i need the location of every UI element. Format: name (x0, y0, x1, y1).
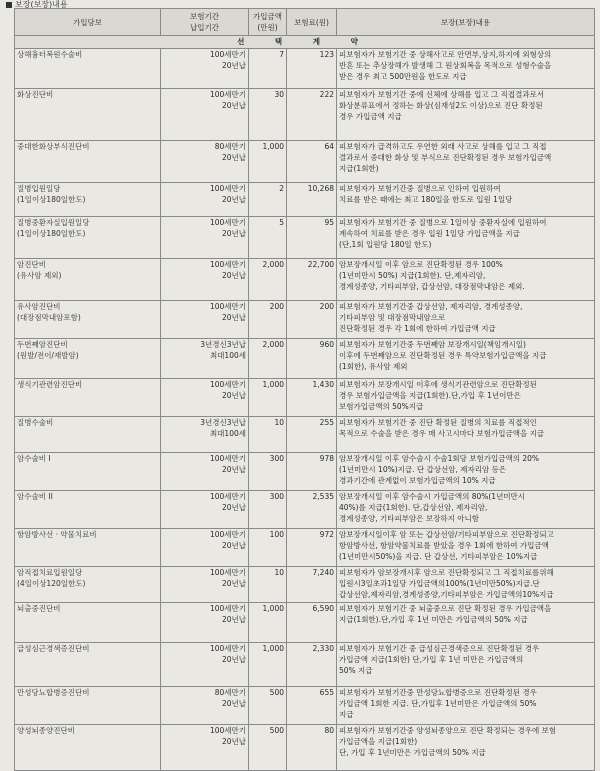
period-cell (161, 217, 249, 259)
table-row (15, 259, 595, 301)
premium-cell: 255 (287, 417, 337, 453)
description-line: 지급(1회한) (339, 164, 379, 173)
description-line: 경계성종양, 기타피부암은 보장하지 아니함 (339, 514, 479, 523)
coverage-name: (유사암 제외) (17, 271, 62, 280)
amount-cell: 300 (249, 491, 287, 529)
description-line: 피보험자가 보험기간 중 급성심근경색증으로 진단확정된 경우 (339, 644, 540, 653)
description-line: (단,1회 입원당 180일 한도) (339, 240, 432, 249)
description-line: 경우 가입금액 지급 (339, 112, 402, 121)
description-line: 피보험자가 보험기간중 양성뇌종양으로 진단 확정되는 경우에 보험 (339, 726, 557, 735)
period-cell (161, 491, 249, 529)
amount-cell: 1,000 (249, 379, 287, 417)
description-line: 반흔 또는 추상장해가 발생해 그 원상회복을 목적으로 성형수술을 (339, 61, 552, 70)
premium-cell: 972 (287, 529, 337, 567)
description-line: 암보장개시일 이후 암수술시 가입금액의 80%(1년미만시 (339, 492, 526, 501)
description-line: 치료를 받은 때에는 최고 180일을 한도로 입원 1일당 (339, 195, 513, 204)
coverage-name-cell (15, 687, 161, 725)
table-row (15, 89, 595, 141)
coverage-name: 두번째암진단비 (17, 340, 68, 349)
period-text: 3년경신3년납 (200, 340, 246, 349)
period-cell (161, 725, 249, 771)
coverage-name: (4일이상120일한도) (17, 579, 86, 588)
description-line: 입원시3일초과1일당 가입금액의100%(1년미만50%)지급.단 (339, 579, 540, 588)
period-text: 100세만기 (209, 530, 246, 539)
description-cell (337, 603, 595, 643)
description-line: 기타피부암 및 대장점막내암으로 (339, 313, 446, 322)
description-line: 계속하여 치료를 받은 경우 입원 1일당 가입금액을 지급 (339, 229, 520, 238)
period-text: 100세만기 (209, 90, 246, 99)
description-line: 암보장개시일 이후 암수술시 수술1회당 보험가입금액의 20% (339, 454, 539, 463)
description-line: 40%)를 지급(1회한). 단,갑상선암, 제자리암, (339, 503, 488, 512)
premium-cell: 2,330 (287, 643, 337, 687)
description-line: 이후에 두번째암으로 진단확정된 경우 특약보험가입금액을 지급 (339, 351, 547, 360)
amount-cell: 7 (249, 49, 287, 89)
premium-cell: 123 (287, 49, 337, 89)
table-row (15, 529, 595, 567)
description-line: 지급 (339, 710, 354, 719)
premium-cell: 95 (287, 217, 337, 259)
amount-cell: 2,000 (249, 259, 287, 301)
period-text: 20년납 (221, 101, 246, 110)
description-cell (337, 491, 595, 529)
period-text: 100세만기 (209, 218, 246, 227)
header-premium: 보험료(원) (287, 9, 337, 36)
description-line: 피보험자가 보험기간 중에 신체에 상해를 입고 그 직접결과로서 (339, 90, 545, 99)
description-line: 피보험자가 보험기간중 갑상선암, 제자리암, 경계성종양, (339, 302, 523, 311)
coverage-name: (대장점막내암포함) (17, 313, 81, 322)
table-row (15, 491, 595, 529)
description-cell (337, 49, 595, 89)
table-row (15, 417, 595, 453)
description-line: 목적으로 수술을 받은 경우 매 사고시마다 보험가입금액을 지급 (339, 429, 545, 438)
amount-cell: 1,000 (249, 643, 287, 687)
table-row (15, 301, 595, 339)
header-period: 보험기간 납입기간 (161, 9, 249, 36)
coverage-name: (원발/전이/재발암) (17, 351, 79, 360)
coverage-table (14, 8, 595, 771)
table-row (15, 567, 595, 603)
amount-cell: 500 (249, 687, 287, 725)
period-cell (161, 379, 249, 417)
amount-cell: 30 (249, 89, 287, 141)
period-text: 80세만기 (214, 142, 246, 151)
amount-cell: 10 (249, 567, 287, 603)
coverage-name: 질병수술비 (17, 418, 54, 427)
amount-cell: 300 (249, 453, 287, 491)
description-cell (337, 259, 595, 301)
description-line: 경계성종양, 기타피부암, 갑상선암, 대장점막내암은 제외. (339, 282, 525, 291)
section-heading: 보장(보장)내용 (6, 0, 68, 10)
period-text: 100세만기 (209, 380, 246, 389)
table-row (15, 687, 595, 725)
period-text: 20년납 (221, 655, 246, 664)
table-row (15, 725, 595, 771)
coverage-name: 항암방사선 · 약물치료비 (17, 530, 97, 539)
table-row (15, 183, 595, 217)
coverage-name: 유사암진단비 (17, 302, 61, 311)
coverage-name: 질병중환자실입원일당 (17, 218, 90, 227)
description-cell (337, 141, 595, 183)
amount-cell: 200 (249, 301, 287, 339)
period-text: 20년납 (221, 541, 246, 550)
description-line: 단, 가입 후 1년미만은 가입금액의 50% 지급 (339, 748, 486, 757)
period-cell (161, 687, 249, 725)
description-line: (1년미만시50%)을 지급. 단 갑상선, 기타피부암은 10%지급 (339, 552, 538, 561)
amount-cell: 10 (249, 417, 287, 453)
amount-cell: 2 (249, 183, 287, 217)
coverage-rows (15, 49, 595, 771)
description-cell (337, 417, 595, 453)
description-line: 가입금액을 지급(1회한) (339, 737, 418, 746)
amount-cell: 1,000 (249, 141, 287, 183)
period-cell (161, 301, 249, 339)
period-text: 20년납 (221, 61, 246, 70)
description-line: 피보험자가 보험기간 중 진단 확정된 질병의 치료를 직접적인 (339, 418, 537, 427)
description-cell (337, 379, 595, 417)
description-line: 화상분류표에서 정하는 화상(심재성2도 이상)으로 진단 확정된 (339, 101, 543, 110)
period-text: 20년납 (221, 699, 246, 708)
coverage-name: 만성당뇨합병증진단비 (17, 688, 90, 697)
period-cell (161, 49, 249, 89)
premium-cell: 960 (287, 339, 337, 379)
description-line: 피보험자가 보험기간 중 뇌출중으로 진단 확정된 경우 가입금액을 (339, 604, 552, 613)
description-line: 피보험자가 보험기간중 질병으로 인하여 입원하여 (339, 184, 501, 193)
period-cell (161, 453, 249, 491)
period-text: 100세만기 (209, 492, 246, 501)
period-text: 20년납 (221, 465, 246, 474)
description-line: 50% 지급 (339, 666, 373, 675)
amount-cell: 2,000 (249, 339, 287, 379)
description-line: 피보험자가 보험기간중 두번째암 보장개시일(책임개시일) (339, 340, 526, 349)
description-cell (337, 687, 595, 725)
period-text: 20년납 (221, 737, 246, 746)
description-cell (337, 183, 595, 217)
coverage-name: (1일이상180일한도) (17, 195, 86, 204)
premium-cell: 22,700 (287, 259, 337, 301)
coverage-name: 뇌출중진단비 (17, 604, 61, 613)
period-cell (161, 603, 249, 643)
coverage-name: 생식기관련암진단비 (17, 380, 83, 389)
period-text: 20년납 (221, 503, 246, 512)
premium-cell: 6,590 (287, 603, 337, 643)
optional-contract-label: 선 택 계 약 (15, 36, 595, 49)
premium-cell: 1,430 (287, 379, 337, 417)
amount-cell: 1,000 (249, 603, 287, 643)
coverage-name: 화상진단비 (17, 90, 54, 99)
premium-cell: 655 (287, 687, 337, 725)
period-cell (161, 89, 249, 141)
period-text: 최대100세 (209, 351, 246, 360)
description-line: 진단확정된 경우 각 1회에 한하여 가입금액 지급 (339, 324, 496, 333)
period-text: 20년납 (221, 195, 246, 204)
description-line: (1회한), 유사암 제외 (339, 362, 408, 371)
coverage-name-cell (15, 89, 161, 141)
premium-cell: 222 (287, 89, 337, 141)
premium-cell: 64 (287, 141, 337, 183)
description-cell (337, 725, 595, 771)
coverage-name-cell (15, 379, 161, 417)
period-text: 100세만기 (209, 454, 246, 463)
header-amount: 가입금액 (만원) (249, 9, 287, 36)
period-text: 100세만기 (209, 726, 246, 735)
description-line: 가입금액 1회한 지급. 단,가입후 1년미만은 가입금액의 50% (339, 699, 537, 708)
coverage-name: 암진단비 (17, 260, 46, 269)
bullet-square-icon (6, 2, 12, 8)
coverage-name: 양성뇌종양진단비 (17, 726, 75, 735)
period-text: 100세만기 (209, 644, 246, 653)
description-cell (337, 339, 595, 379)
coverage-name-cell (15, 339, 161, 379)
description-line: 피보험자가 보험기간 중 질병으로 1일이상 중환자실에 입원하여 (339, 218, 547, 227)
coverage-name-cell (15, 603, 161, 643)
coverage-name: 암직접치료입원일당 (17, 568, 83, 577)
period-text: 100세만기 (209, 604, 246, 613)
description-cell (337, 217, 595, 259)
period-text: 100세만기 (209, 568, 246, 577)
coverage-name-cell (15, 453, 161, 491)
description-line: 항암방사선, 항암약물치료를 받았을 경우 1회에 한하여 가입금액 (339, 541, 549, 550)
description-line: 가입금액 지급(1회한) 단,가입 후 1년 미만은 가입금액의 (339, 655, 524, 664)
table-row (15, 141, 595, 183)
description-line: (1년미만시 50%) 지급(1회한). 단,제자리암, (339, 271, 486, 280)
coverage-name-cell (15, 417, 161, 453)
description-line: 피보험자가 급격하고도 우연한 외래 사고로 상해를 입고 그 직접 (339, 142, 547, 151)
coverage-name-cell (15, 259, 161, 301)
description-cell (337, 89, 595, 141)
period-cell (161, 183, 249, 217)
coverage-name: 암수술비 I (17, 454, 51, 463)
table-row (15, 603, 595, 643)
table-row (15, 379, 595, 417)
premium-cell: 10,268 (287, 183, 337, 217)
period-text: 100세만기 (209, 50, 246, 59)
amount-cell: 500 (249, 725, 287, 771)
coverage-name: 상해흉터복원수술비 (17, 50, 83, 59)
description-cell (337, 643, 595, 687)
period-text: 20년납 (221, 153, 246, 162)
table-header-row (15, 9, 595, 36)
description-cell (337, 301, 595, 339)
period-text: 100세만기 (209, 260, 246, 269)
period-text: 20년납 (221, 579, 246, 588)
coverage-name: 급성심근경색증진단비 (17, 644, 90, 653)
period-text: 20년납 (221, 229, 246, 238)
coverage-name: 암수술비 II (17, 492, 53, 501)
period-cell (161, 141, 249, 183)
description-line: 경우 보험가입금액을 지급(1회한).단,가입 후 1년이만은 (339, 391, 521, 400)
description-line: 갑상선암,제자리암,경계성종양,기타피부암은 가입금액의10%지급 (339, 590, 554, 599)
coverage-name-cell (15, 141, 161, 183)
period-text: 100세만기 (209, 184, 246, 193)
coverage-name-cell (15, 567, 161, 603)
period-text: 20년납 (221, 271, 246, 280)
optional-contract-row (15, 36, 595, 49)
premium-cell: 7,240 (287, 567, 337, 603)
period-cell (161, 417, 249, 453)
table-row (15, 339, 595, 379)
coverage-name-cell (15, 529, 161, 567)
description-cell (337, 453, 595, 491)
period-cell (161, 529, 249, 567)
period-text: 20년납 (221, 615, 246, 624)
period-cell (161, 339, 249, 379)
table-row (15, 49, 595, 89)
premium-cell: 80 (287, 725, 337, 771)
period-cell (161, 643, 249, 687)
description-line: 지급(1회한).단,가입 후 1년 미만은 가입금액의 50% 지급 (339, 615, 528, 624)
description-line: 받은 경우 최고 500만원을 한도로 지급 (339, 72, 467, 81)
period-text: 80세만기 (214, 688, 246, 697)
coverage-name-cell (15, 725, 161, 771)
description-cell (337, 529, 595, 567)
header-description: 보장(보장)내용 (337, 9, 595, 36)
period-cell (161, 567, 249, 603)
description-line: (1년미만시 10%)지급. 단 갑상선암, 제자리암 등은 (339, 465, 507, 474)
period-text: 20년납 (221, 313, 246, 322)
period-text: 3년경신3년납 (200, 418, 246, 427)
description-cell (337, 567, 595, 603)
coverage-name-cell (15, 217, 161, 259)
coverage-name: (1일이상180일한도) (17, 229, 86, 238)
premium-cell: 2,535 (287, 491, 337, 529)
coverage-name: 중대한화상부식진단비 (17, 142, 90, 151)
period-cell (161, 259, 249, 301)
coverage-name-cell (15, 301, 161, 339)
description-line: 피보험자가 보험기간중 만성당뇨합병증으로 진단확정된 경우 (339, 688, 537, 697)
description-line: 암보장개시일 이후 암으로 진단확정된 경우 100% (339, 260, 503, 269)
coverage-name-cell (15, 49, 161, 89)
table-row (15, 217, 595, 259)
description-line: 경과기간에 관계없이 보험가입금액의 10% 지급 (339, 476, 496, 485)
description-line: 피보험자가 암보장개시후 암으로 진단확정되고 그 직접치료를위해 (339, 568, 554, 577)
description-line: 암보장개시일이후 암 또는 갑상선암/기타피부암으로 진단확정되고 (339, 530, 554, 539)
description-line: 결과로서 중대한 화상 및 부식으로 진단확정된 경우 보험가입금액 (339, 153, 552, 162)
table-row (15, 453, 595, 491)
coverage-name: 질병입원일당 (17, 184, 61, 193)
premium-cell: 978 (287, 453, 337, 491)
amount-cell: 100 (249, 529, 287, 567)
coverage-name-cell (15, 643, 161, 687)
description-line: 보험가입금액의 50%지급 (339, 402, 424, 411)
header-coverage-name: 가입담보 (15, 9, 161, 36)
coverage-name-cell (15, 183, 161, 217)
description-line: 피보험자가 보험기간 중 상해사고로 안면부,상지,하지에 외형상의 (339, 50, 552, 59)
amount-cell: 5 (249, 217, 287, 259)
table-row (15, 643, 595, 687)
coverage-name-cell (15, 491, 161, 529)
period-text: 최대100세 (209, 429, 246, 438)
period-text: 100세만기 (209, 302, 246, 311)
premium-cell: 200 (287, 301, 337, 339)
description-line: 피보험자가 보장개시일 이후에 생식기관련암으로 진단확정된 (339, 380, 537, 389)
period-text: 20년납 (221, 391, 246, 400)
